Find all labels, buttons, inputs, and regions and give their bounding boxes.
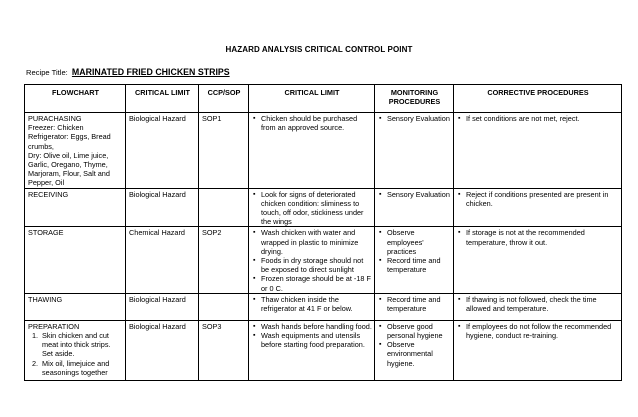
recipe-title-line [26, 67, 230, 77]
critical-limit-list [252, 190, 372, 227]
critical-limit-item: ▪ Wash hands before handling food. [252, 322, 372, 331]
corrective-cell [454, 227, 622, 293]
monitoring-item: ▪ Sensory Evaluation [378, 114, 451, 123]
table-row [25, 320, 622, 380]
header-critical-limit-2: CRITICAL LIMIT [249, 85, 375, 113]
preparation-step [28, 331, 123, 359]
flowchart-cell [25, 113, 126, 189]
table-row [25, 188, 622, 227]
critical-limit-item: ▪ Chicken should be purchased from an approved source. [252, 114, 372, 132]
header-flowchart: FLOWCHART [25, 85, 126, 113]
critical-limit-cell [249, 227, 375, 293]
corrective-cell [454, 320, 622, 380]
corrective-item: ▪ If thawing is not followed, check the time allowed and temperature. [457, 295, 619, 313]
table-header-row [25, 85, 622, 113]
corrective-item: ▪ Reject if conditions presented are present in chicken. [457, 190, 619, 208]
ccp-cell [199, 188, 249, 227]
hazard-cell: Biological Hazard [126, 188, 199, 227]
monitoring-list [378, 295, 451, 313]
flowchart-step: PREPARATION [28, 321, 80, 331]
monitoring-item: ▪ Observe employees' practices [378, 228, 451, 256]
table-row [25, 227, 622, 293]
critical-limit-list [252, 295, 372, 313]
corrective-item: ▪ If storage is not at the recommended temperature, throw it out. [457, 228, 619, 246]
monitoring-cell [375, 320, 454, 380]
preparation-steps [28, 331, 123, 377]
flowchart-cell [25, 188, 126, 227]
corrective-list [457, 228, 619, 246]
flowchart-step: PURACHASING Freezer: Chicken Refrigerator: Eggs, Bread crumbs, Dry: Olive oil, Lime juice, Garlic, Oregano, Thyme, Marjoram, Flour, Salt and Pepper, Oil [28, 114, 111, 188]
critical-limit-cell [249, 188, 375, 227]
hazard-cell: Biological Hazard [126, 293, 199, 320]
hazard-cell: Chemical Hazard [126, 227, 199, 293]
ccp-cell: SOP3 [199, 320, 249, 380]
header-ccp-sop: CCP/SOP [199, 85, 249, 113]
corrective-cell [454, 188, 622, 227]
critical-limit-item: ▪ Wash equipments and utensils before starting food preparation. [252, 331, 372, 349]
step-number: 1. [32, 331, 39, 341]
table-row [25, 293, 622, 320]
step-text: Mix oil, limejuice and seasonings together [42, 358, 110, 377]
header-critical-limit: CRITICAL LIMIT [126, 85, 199, 113]
ccp-cell [199, 293, 249, 320]
monitoring-item: ▪ Observe good personal hygiene [378, 322, 451, 340]
monitoring-item: ▪ Sensory Evaluation [378, 190, 451, 199]
monitoring-item: ▪ Record time and temperature [378, 256, 451, 274]
critical-limit-list [252, 322, 372, 350]
flowchart-cell [25, 227, 126, 293]
corrective-item: ▪ If employees do not follow the recommended hygiene, conduct re-training. [457, 322, 619, 340]
critical-limit-item: ▪ Foods in dry storage should not be exposed to direct sunlight [252, 256, 372, 274]
critical-limit-item: ▪ Look for signs of deteriorated chicken condition: sliminess to touch, off odor, stickiness under the wings [252, 190, 372, 227]
critical-limit-item: ▪ Thaw chicken inside the refrigerator at 41 F or below. [252, 295, 372, 313]
corrective-list [457, 295, 619, 313]
critical-limit-list [252, 114, 372, 132]
header-monitoring: MONITORING PROCEDURES [375, 85, 454, 113]
table-row [25, 113, 622, 189]
haccp-table [24, 84, 622, 381]
corrective-item: ▪ If set conditions are not met, reject. [457, 114, 619, 123]
monitoring-cell [375, 113, 454, 189]
ccp-cell: SOP1 [199, 113, 249, 189]
step-number: 2. [32, 358, 39, 368]
header-corrective: CORRECTIVE PROCEDURES [454, 85, 622, 113]
ccp-cell: SOP2 [199, 227, 249, 293]
hazard-cell: Biological Hazard [126, 320, 199, 380]
flowchart-cell [25, 320, 126, 380]
critical-limit-cell [249, 113, 375, 189]
monitoring-list [378, 190, 451, 199]
corrective-list [457, 114, 619, 123]
recipe-title-value: MARINATED FRIED CHICKEN STRIPS [71, 67, 230, 77]
corrective-cell [454, 113, 622, 189]
monitoring-cell [375, 293, 454, 320]
monitoring-list [378, 114, 451, 123]
monitoring-cell [375, 227, 454, 293]
flowchart-step: THAWING [28, 294, 63, 304]
step-text: Skin chicken and cut meat into thick strips. Set aside. [42, 331, 111, 359]
monitoring-item: ▪ Record time and temperature [378, 295, 451, 313]
monitoring-list [378, 228, 451, 274]
flowchart-step: RECEIVING [28, 189, 69, 199]
critical-limit-cell [249, 320, 375, 380]
monitoring-cell [375, 188, 454, 227]
recipe-title-label: Recipe Title: [26, 68, 68, 77]
critical-limit-cell [249, 293, 375, 320]
critical-limit-item: ▪ Frozen storage should be at -18 F or 0 C. [252, 274, 372, 292]
flowchart-step: STORAGE [28, 228, 64, 238]
critical-limit-list [252, 228, 372, 292]
monitoring-list [378, 322, 451, 368]
corrective-list [457, 190, 619, 208]
preparation-step [28, 359, 123, 377]
document-title: HAZARD ANALYSIS CRITICAL CONTROL POINT [225, 45, 413, 54]
corrective-list [457, 322, 619, 340]
monitoring-item: ▪ Observe environmental hygiene. [378, 340, 451, 368]
flowchart-cell [25, 293, 126, 320]
hazard-cell: Biological Hazard [126, 113, 199, 189]
critical-limit-item: ▪ Wash chicken with water and wrapped in plastic to minimize drying. [252, 228, 372, 256]
corrective-cell [454, 293, 622, 320]
